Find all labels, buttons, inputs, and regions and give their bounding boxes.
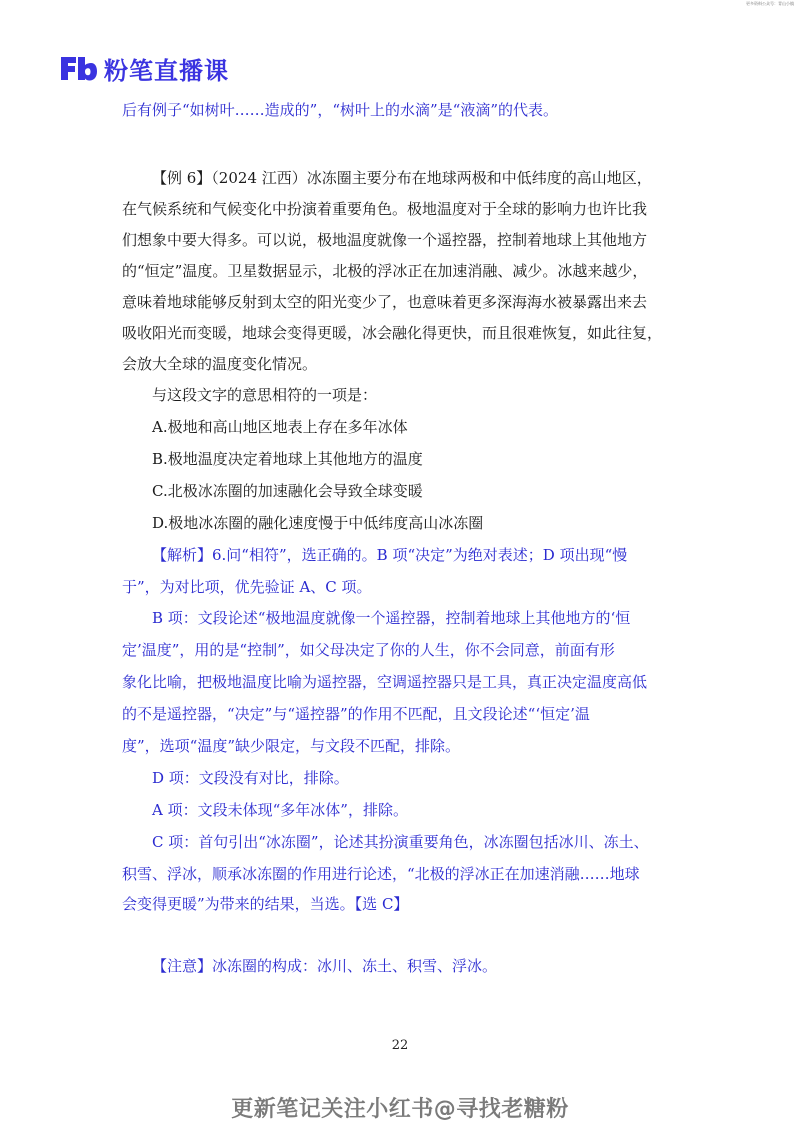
- brand-name: 粉笔直播课: [104, 56, 229, 85]
- question-line: 吸收阳光而变暖，地球会变得更暖，冰会融化得更快，而且很难恢复，如此往复，: [122, 324, 663, 342]
- question-line: A.极地和高山地区地表上存在多年冰体: [152, 418, 408, 436]
- analysis-line: 于”，为对比项，优先验证 A、C 项。: [122, 578, 372, 596]
- analysis-line: D 项：文段没有对比，排除。: [152, 769, 349, 787]
- analysis-line: A 项：文段未体现“多年冰体”，排除。: [152, 801, 408, 819]
- analysis-line: 定’温度”，用的是“控制”，如父母决定了你的人生，你不会同意，前面有形: [122, 641, 615, 659]
- analysis-line: 积雪、浮冰，顺承冰冻圈的作用进行论述，“北极的浮冰正在加速消融……地球: [122, 865, 640, 883]
- footer-watermark: 更新笔记关注小红书@寻找老糖粉: [231, 1097, 569, 1122]
- question-line: C.北极冰冻圈的加速融化会导致全球变暖: [152, 482, 423, 500]
- question-line: 与这段文字的意思相符的一项是：: [152, 386, 378, 404]
- analysis-line: B 项：文段论述“极地温度就像一个遥控器，控制着地球上其他地方的‘恒: [152, 609, 631, 627]
- question-line: D.极地冰冻圈的融化速度慢于中低纬度高山冰冻圈: [152, 514, 484, 532]
- brand-logo: [58, 52, 229, 84]
- question-line: 的“恒定”温度。卫星数据显示，北极的浮冰正在加速消融、减少。冰越来越少，: [122, 262, 648, 280]
- question-line: 意味着地球能够反射到太空的阳光变少了，也意味着更多深海海水被暴露出来去: [122, 293, 648, 311]
- analysis-line: C 项：首句引出“冰冻圈”，论述其扮演重要角色，冰冻圈包括冰川、冻土、: [152, 833, 649, 851]
- question-line: 在气候系统和气候变化中扮演着重要角色。极地温度对于全球的影响力也许比我: [122, 200, 648, 218]
- question-line: 们想象中要大得多。可以说，极地温度就像一个遥控器，控制着地球上其他地方: [122, 231, 648, 249]
- corner-note: 更多资料公众号：青山小镇: [746, 1, 794, 6]
- page-number: 22: [391, 1038, 409, 1053]
- analysis-line: 后有例子“如树叶……造成的”，“树叶上的水滴”是“液滴”的代表。: [122, 101, 559, 119]
- analysis-line: 【注意】冰冻圈的构成：冰川、冻土、积雪、浮冰。: [152, 957, 498, 975]
- question-line: 会放大全球的温度变化情况。: [122, 355, 318, 373]
- analysis-line: 【解析】6.问“相符”，选正确的。B 项“决定”为绝对表述；D 项出现“慢: [152, 546, 628, 564]
- analysis-line: 度”，选项“温度”缺少限定，与文段不匹配，排除。: [122, 737, 461, 755]
- analysis-line: 会变得更暖”为带来的结果，当选。【选 C】: [122, 895, 409, 913]
- question-line: B.极地温度决定着地球上其他地方的温度: [152, 450, 423, 468]
- fb-logo-icon: [58, 53, 98, 83]
- analysis-line: 的不是遥控器，“决定”与“遥控器”的作用不匹配，且文段论述“‘恒定’温: [122, 705, 590, 723]
- question-line: 【例 6】（2024 江西）冰冻圈主要分布在地球两极和中低纬度的高山地区，: [152, 169, 652, 187]
- analysis-line: 象化比喻，把极地温度比喻为遥控器，空调遥控器只是工具，真正决定温度高低: [122, 673, 648, 691]
